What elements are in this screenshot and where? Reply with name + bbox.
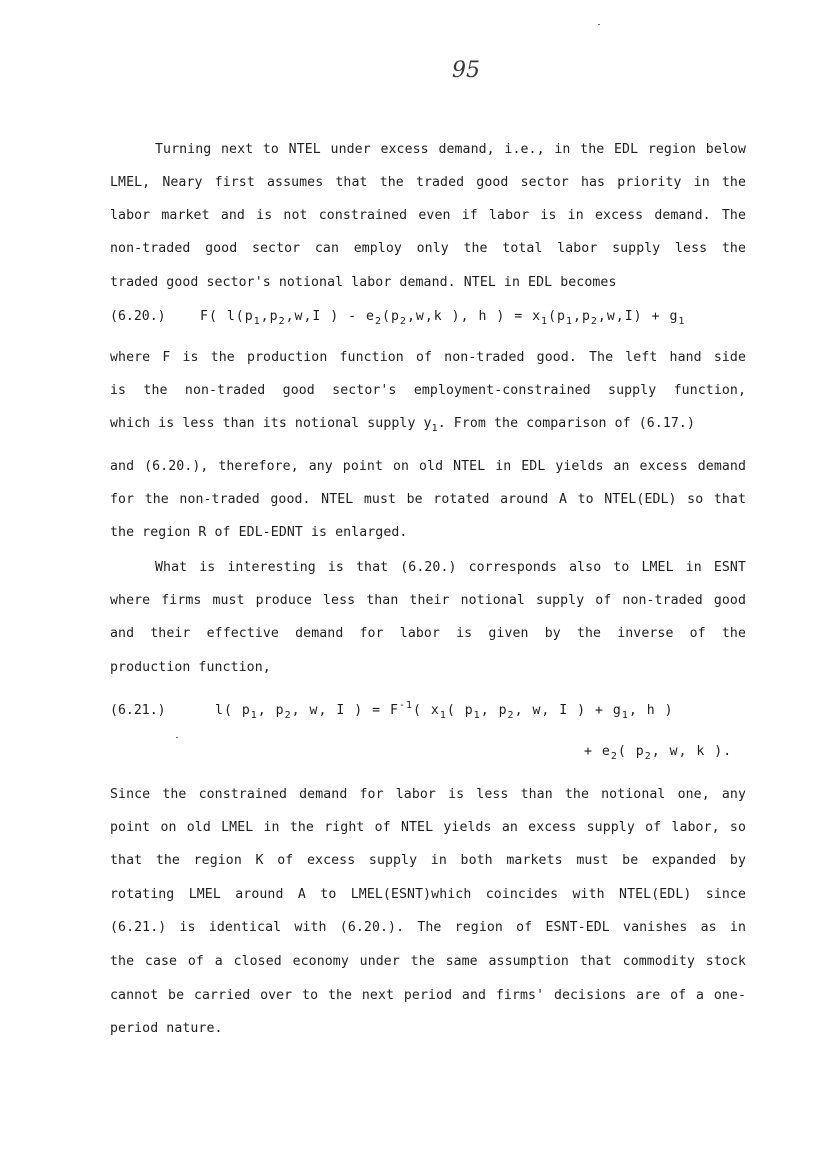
text-line: Turning next to NTEL under excess demand, i.e., in the EDL region below	[155, 142, 746, 157]
text-line: where F is the production function of non-traded good. The left hand side	[110, 350, 746, 365]
equation-body-line-2: + $e_2$( $p_2$, w, k ).	[584, 744, 733, 762]
text-line: which is less than its notional supply $y_1$. From the comparison of (6.17.)	[110, 416, 695, 434]
text-line: and (6.20.), therefore, any point on old NTEL in EDL yields an excess demand	[110, 459, 746, 474]
text-line: the case of a closed economy under the same assumption that commodity stock	[110, 954, 746, 969]
text-line: is the non-traded good sector's employment-constrained supply function,	[110, 383, 746, 398]
text-line: and their effective demand for labor is given by the inverse of the	[110, 626, 746, 641]
text-line: LMEL, Neary first assumes that the traded good sector has priority in the	[110, 175, 746, 190]
text-line: What is interesting is that (6.20.) corresponds also to LMEL in ESNT	[155, 560, 746, 575]
text-line: labor market and is not constrained even if labor is in excess demand. The	[110, 208, 746, 223]
text-line: cannot be carried over to the next period and firms' decisions are of a one-	[110, 988, 746, 1003]
text-line: where firms must produce less than their notional supply of non-traded good	[110, 593, 746, 608]
text-line: point on old LMEL in the right of NTEL yields an excess supply of labor, so	[110, 820, 746, 835]
text-line: the region R of EDL-EDNT is enlarged.	[110, 525, 408, 540]
text-line: Since the constrained demand for labor is less than the notional one, any	[110, 787, 746, 802]
equation-number: (6.21.)	[110, 703, 166, 718]
text-line: production function,	[110, 660, 271, 675]
scan-speck	[598, 24, 600, 25]
text-line: (6.21.) is identical with (6.20.). The region of ESNT-EDL vanishes as in	[110, 920, 746, 935]
page-number: 95	[452, 58, 480, 83]
text-line: that the region K of excess supply in both markets must be expanded by	[110, 853, 746, 868]
equation-body: F( $l(p_1,p_2,w,I$ ) - $e_2(p_2,w,k$ ), h ) = $x_1(p_1,p_2,w,I) + g_1$	[200, 309, 686, 327]
equation-body-line-1: l( $p_1$, $p_2$, w, I ) = $F^{-1}$( $x_1$( $p_1$, $p_2$, w, I ) + $g_1$, h )	[215, 700, 674, 721]
text-line: period nature.	[110, 1021, 223, 1036]
text-line: non-traded good sector can employ only the total labor supply less the	[110, 241, 746, 256]
text-line: traded good sector's notional labor demand. NTEL in EDL becomes	[110, 275, 617, 290]
scan-speck	[176, 737, 178, 738]
text-line: rotating LMEL around A to LMEL(ESNT)which coincides with NTEL(EDL) since	[110, 887, 746, 902]
equation-number: (6.20.)	[110, 309, 166, 324]
text-line: for the non-traded good. NTEL must be rotated around A to NTEL(EDL) so that	[110, 492, 746, 507]
